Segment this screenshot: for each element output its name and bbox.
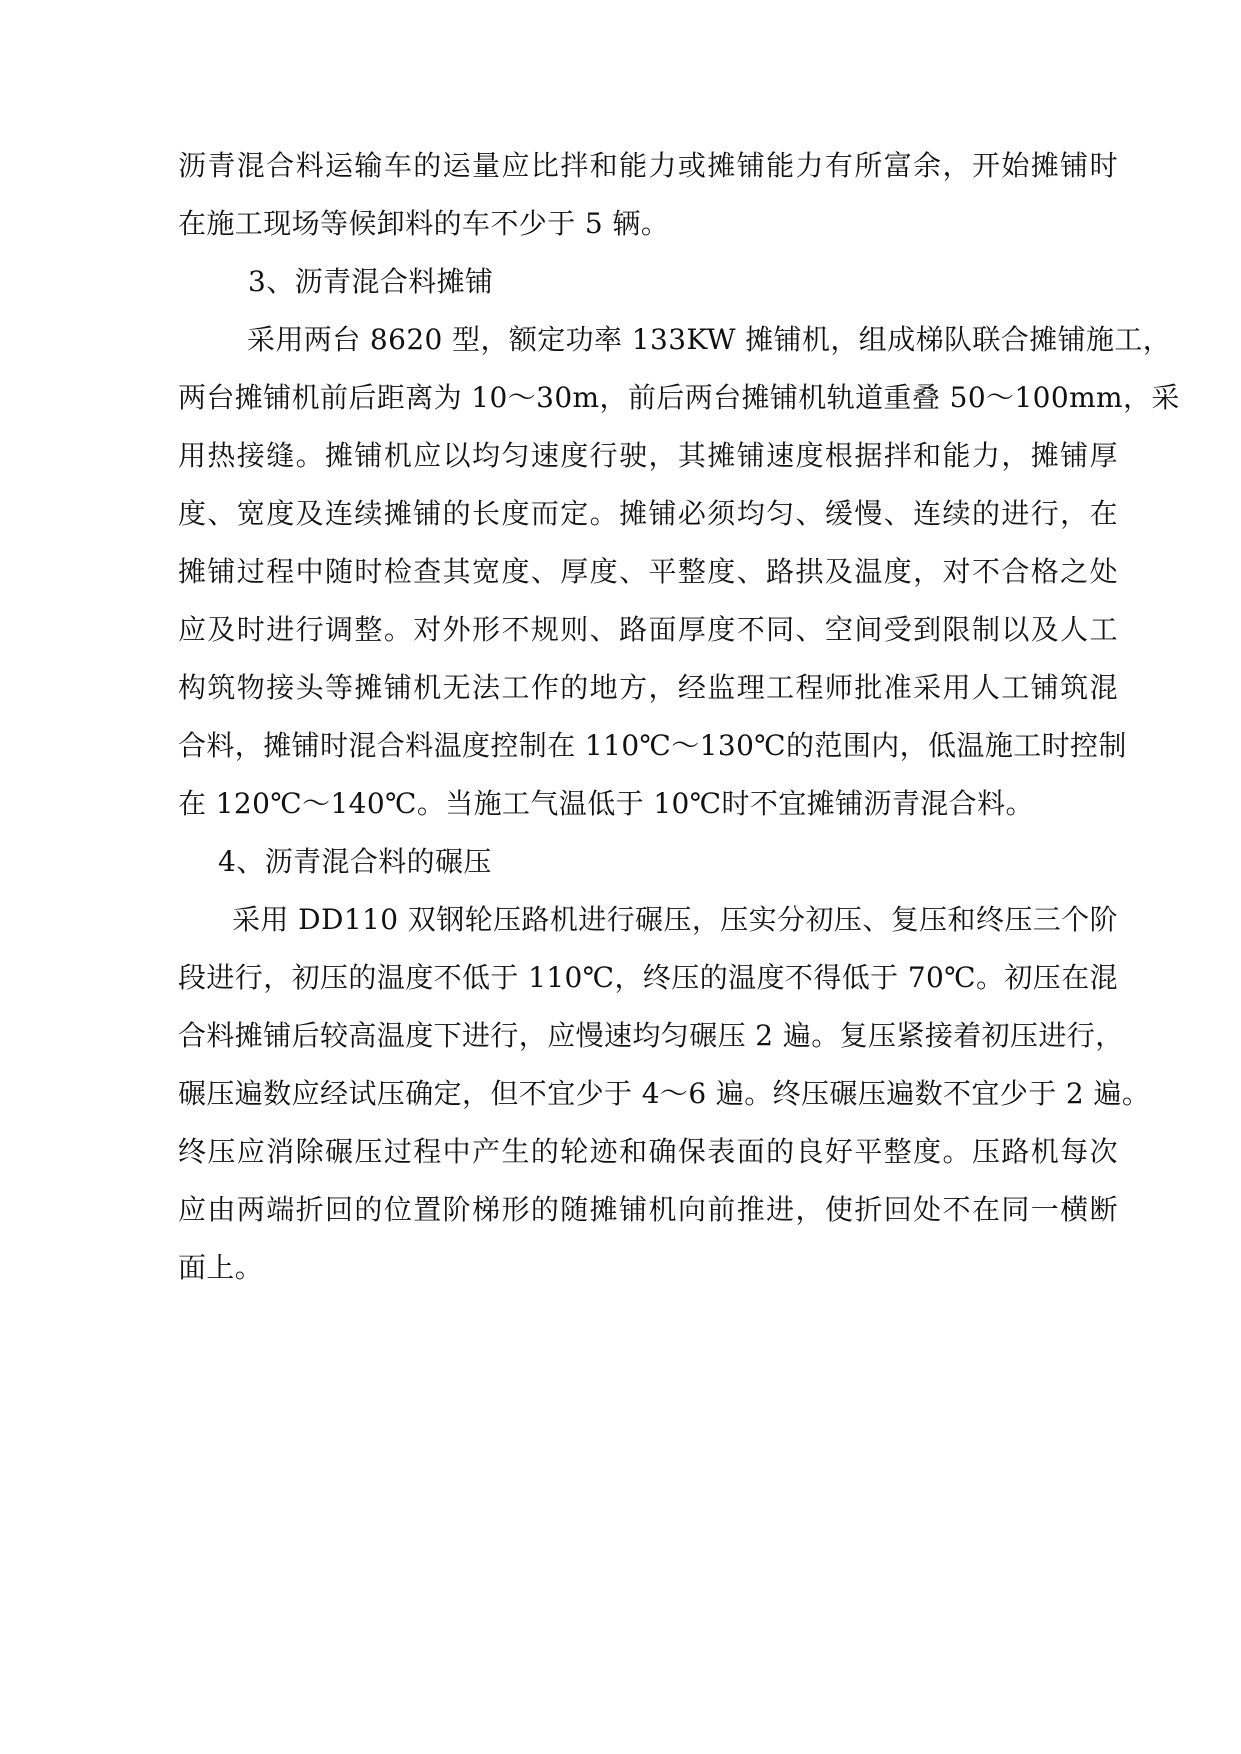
section-heading: 3、沥青混合料摊铺 [248,265,494,298]
section-heading: 4、沥青混合料的碾压 [218,845,492,878]
body-text-line: 采用两台 8620 型，额定功率 133KW 摊铺机，组成梯队联合摊铺施工， [247,323,1172,356]
body-text-line: 用热接缝。摊铺机应以均匀速度行驶，其摊铺速度根据拌和能力，摊铺厚 [178,439,1118,472]
body-text-line: 面上。 [178,1251,264,1284]
body-text-line: 两台摊铺机前后距离为 10～30m，前后两台摊铺机轨道重叠 50～100mm，采 [178,381,1180,414]
body-text-line: 沥青混合料运输车的运量应比拌和能力或摊铺能力有所富余，开始摊铺时 [178,149,1118,182]
body-text-line: 终压应消除碾压过程中产生的轮迹和确保表面的良好平整度。压路机每次 [178,1135,1118,1168]
body-text-line: 采用 DD110 双钢轮压路机进行碾压，压实分初压、复压和终压三个阶 [232,903,1118,936]
body-text-line: 合料，摊铺时混合料温度控制在 110℃～130℃的范围内，低温施工时控制 [178,729,1127,762]
body-text-line: 应由两端折回的位置阶梯形的随摊铺机向前推进，使折回处不在同一横断 [178,1193,1118,1226]
body-text-line: 摊铺过程中随时检查其宽度、厚度、平整度、路拱及温度，对不合格之处 [178,555,1118,588]
body-text-line: 段进行，初压的温度不低于 110℃，终压的温度不得低于 70℃。初压在混 [178,961,1118,994]
body-text-line: 度、宽度及连续摊铺的长度而定。摊铺必须均匀、缓慢、连续的进行，在 [178,497,1118,530]
body-text-line: 合料摊铺后较高温度下进行，应慢速均匀碾压 2 遍。复压紧接着初压进行， [178,1019,1124,1052]
body-text-line: 构筑物接头等摊铺机无法工作的地方，经监理工程师批准采用人工铺筑混 [178,671,1118,704]
body-text-line: 在 120℃～140℃。当施工气温低于 10℃时不宜摊铺沥青混合料。 [178,787,1034,820]
body-text-line: 碾压遍数应经试压确定，但不宜少于 4～6 遍。终压碾压遍数不宜少于 2 遍。 [178,1077,1151,1110]
body-text-line: 在施工现场等候卸料的车不少于 5 辆。 [178,207,670,240]
body-text-line: 应及时进行调整。对外形不规则、路面厚度不同、空间受到限制以及人工 [178,613,1118,646]
